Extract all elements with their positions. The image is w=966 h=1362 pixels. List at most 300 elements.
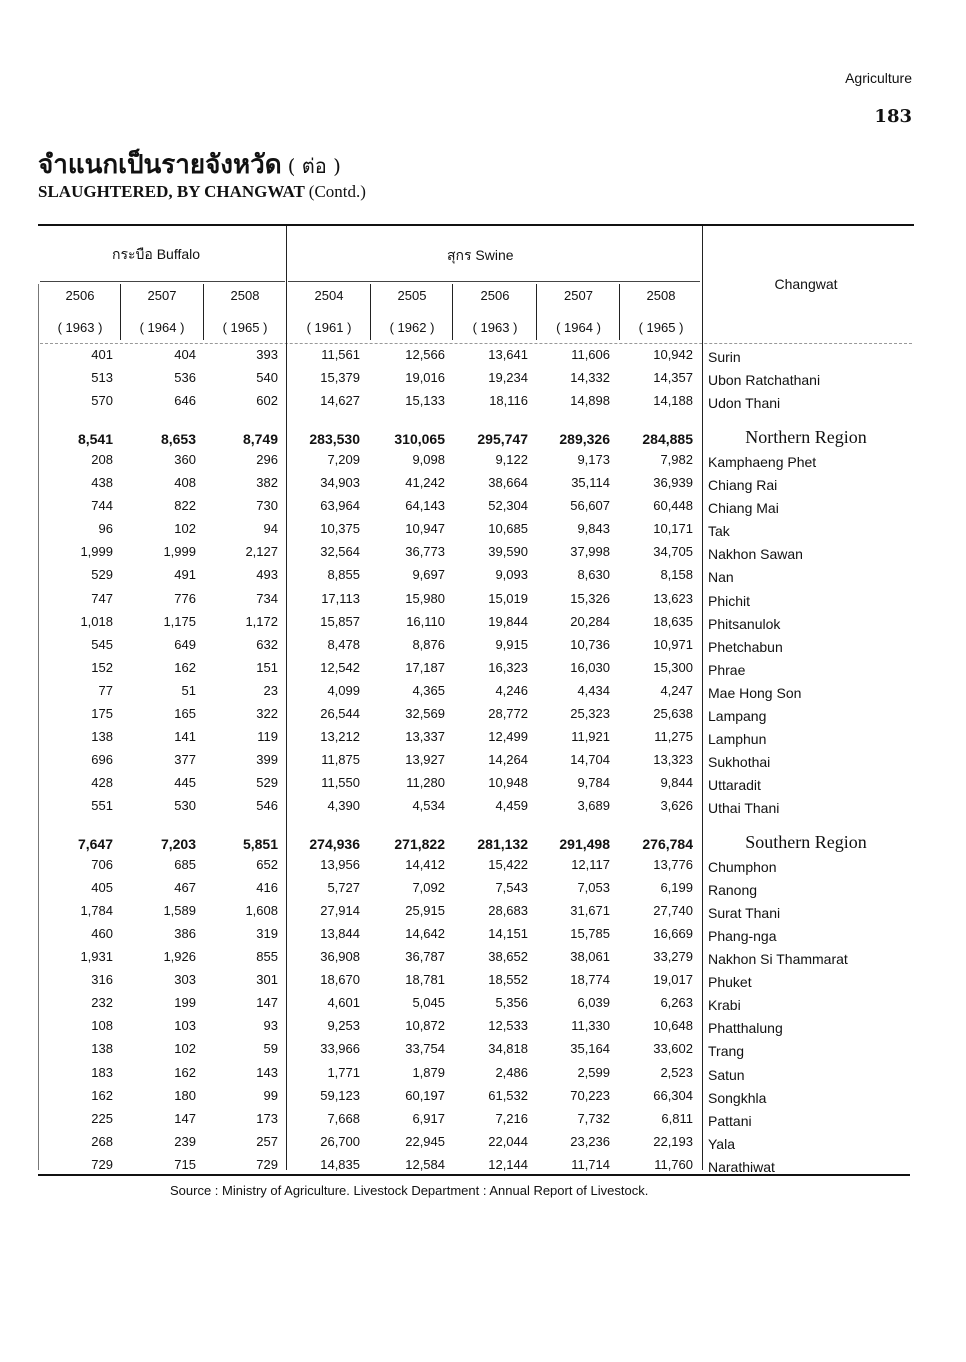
changwat-name: Phitsanulok [708,615,781,632]
table-cell: 276,784 [642,836,693,852]
table-cell: 271,822 [394,836,445,852]
table-cell: 33,602 [653,1041,693,1057]
changwat-name: Nakhon Si Thammarat [708,951,848,968]
table-cell: 225 [91,1110,113,1126]
table-cell: 17,187 [405,659,445,675]
table-cell: 530 [174,797,196,813]
table-cell: 513 [91,370,113,386]
changwat-name: Sukhothai [708,753,771,770]
region-name: Northern Region [745,427,867,448]
table-cell: 9,844 [660,774,693,790]
table-cell: 11,921 [571,728,610,744]
table-cell: 9,122 [495,452,528,468]
table-cell: 38,664 [488,475,528,491]
title-thai-text: จำแนกเป็นรายจังหวัด [38,150,282,180]
table-cell: 652 [256,857,278,873]
table-cell: 268 [91,1133,113,1149]
table-cell: 4,434 [577,682,610,698]
table-cell: 13,844 [320,926,360,942]
table-cell: 16,030 [570,659,610,675]
changwat-name: Pattani [708,1112,752,1129]
changwat-name: Tak [708,523,730,540]
changwat-name: Trang [708,1043,745,1060]
changwat-name: Surat Thani [708,905,781,922]
table-cell: 16,669 [653,926,693,942]
table-cell: 199 [174,995,196,1011]
table-cell: 551 [91,797,113,813]
table-cell: 108 [91,1018,113,1034]
table-cell: 17,113 [321,590,360,606]
table-cell: 5,851 [242,836,278,852]
table-cell: 1,999 [163,544,196,560]
table-cell: 10,648 [653,1018,693,1034]
changwat-name: Phichit [708,592,751,609]
table-cell: 319 [256,926,278,942]
table-cell: 730 [256,498,278,514]
table-cell: 11,561 [321,347,360,362]
table-cell: 1,608 [245,903,278,919]
table-cell: 14,151 [488,926,528,942]
table-cell: 529 [256,774,278,790]
table-cell: 4,459 [495,797,528,813]
table-cell: 445 [174,774,196,790]
table-cell: 8,876 [412,636,445,652]
table-cell: 529 [91,567,113,583]
table-cell: 7,092 [412,880,445,896]
year-ad-1: ( 1963 ) [57,320,103,335]
table-cell: 22,044 [488,1133,528,1149]
table-cell: 63,964 [320,498,360,514]
year-ad-2: ( 1964 ) [139,320,185,335]
table-cell: 291,498 [559,836,610,852]
changwat-name: Mae Hong Son [708,684,802,701]
table-cell: 13,927 [405,751,445,767]
table-cell: 173 [256,1110,278,1126]
table-cell: 9,093 [495,567,528,583]
table-cell: 8,158 [660,567,693,583]
table-cell: 13,623 [653,590,693,606]
changwat-name: Kamphaeng Phet [708,454,817,471]
year-be-4: 2504 [314,288,344,303]
table-cell: 14,642 [405,926,445,942]
table-cell: 61,532 [488,1087,528,1103]
table-cell: 7,203 [160,836,196,852]
table-cell: 34,903 [320,475,360,491]
table-cell: 138 [91,728,113,744]
table-cell: 7,668 [327,1110,360,1126]
table-cell: 18,774 [570,972,610,988]
table-cell: 102 [174,521,196,537]
table-cell: 322 [256,705,278,721]
table-cell: 14,412 [405,857,445,873]
year-ad-4: ( 1961 ) [306,320,352,335]
table-cell: 428 [91,774,113,790]
table-cell: 3,689 [577,797,610,813]
table-cell: 19,017 [653,972,693,988]
table-cell: 27,740 [653,903,693,919]
table-cell: 11,280 [406,774,445,790]
table-cell: 1,172 [245,613,278,629]
table-cell: 18,116 [489,393,528,409]
table-cell: 175 [91,705,113,721]
table-cell: 776 [174,590,196,606]
table-cell: 546 [256,797,278,813]
changwat-name: Phatthalung [708,1020,783,1037]
table-cell: 36,787 [405,949,445,965]
table-cell: 18,552 [488,972,528,988]
table-cell: 274,936 [309,836,360,852]
table-cell: 26,700 [320,1133,360,1149]
table-cell: 6,811 [661,1110,693,1126]
table-cell: 15,379 [320,370,360,386]
table-cell: 377 [174,751,196,767]
table-cell: 19,016 [405,370,445,386]
table-cell: 56,607 [570,498,610,514]
section-header: Agriculture [845,70,912,86]
changwat-name: Yala [708,1135,735,1152]
table-cell: 6,263 [660,995,693,1011]
table-cell: 19,844 [488,613,528,629]
table-cell: 2,599 [577,1064,610,1080]
table-cell: 4,534 [412,797,445,813]
table-cell: 301 [256,972,278,988]
table-cell: 6,917 [412,1110,445,1126]
table-cell: 10,942 [653,347,693,362]
table-cell: 26,544 [320,705,360,721]
table-cell: 23 [263,682,278,698]
table-cell: 103 [174,1018,196,1034]
table-cell: 7,543 [495,880,528,896]
year-ad-3: ( 1965 ) [222,320,268,335]
table-cell: 15,422 [488,857,528,873]
table-cell: 147 [256,995,278,1011]
table-cell: 9,173 [577,452,610,468]
table-cell: 4,099 [327,682,360,698]
table-cell: 9,098 [412,452,445,468]
table-cell: 360 [174,452,196,468]
table-cell: 8,653 [160,431,196,448]
table-cell: 18,670 [320,972,360,988]
table-cell: 7,216 [495,1110,528,1126]
table-cell: 33,754 [405,1041,445,1057]
table-cell: 28,772 [488,705,528,721]
table-cell: 540 [256,370,278,386]
table-cell: 14,835 [320,1156,360,1172]
table-cell: 9,253 [327,1018,360,1034]
table-cell: 23,236 [570,1133,610,1149]
year-be-5: 2505 [397,288,427,303]
table-cell: 99 [263,1087,278,1103]
table-cell: 9,843 [577,521,610,537]
table-cell: 545 [91,636,113,652]
changwat-name: Phuket [708,974,752,991]
table-cell: 59 [263,1041,278,1057]
table-cell: 1,931 [80,949,113,965]
table-cell: 4,390 [327,797,360,813]
table-cell: 14,264 [488,751,528,767]
table-cell: 25,638 [653,705,693,721]
table-cell: 715 [174,1156,196,1172]
table-cell: 8,478 [327,636,360,652]
table-cell: 12,584 [405,1156,445,1172]
table-cell: 9,784 [577,774,610,790]
table-cell: 36,773 [405,544,445,560]
table-cell: 13,776 [653,857,693,873]
page-number: 183 [874,106,912,127]
table-cell: 404 [174,347,196,362]
table-cell: 11,275 [654,728,693,744]
table-cell: 310,065 [394,431,445,448]
table-cell: 13,212 [320,728,360,744]
table-cell: 7,209 [327,452,360,468]
table-cell: 281,132 [477,836,528,852]
table-cell: 8,855 [327,567,360,583]
changwat-name: Ranong [708,882,758,899]
table-cell: 6,039 [577,995,610,1011]
table-cell: 52,304 [488,498,528,514]
table-cell: 34,705 [653,544,693,560]
table-cell: 12,533 [488,1018,528,1034]
changwat-name: Chiang Mai [708,500,779,517]
changwat-name: Chumphon [708,859,777,876]
table-cell: 438 [91,475,113,491]
table-cell: 180 [174,1087,196,1103]
table-cell: 257 [256,1133,278,1149]
table-cell: 2,523 [660,1064,693,1080]
table-cell: 11,550 [321,774,360,790]
table-cell: 7,982 [660,452,693,468]
table-cell: 14,188 [653,393,693,409]
table-cell: 11,760 [654,1156,693,1172]
table-cell: 94 [263,521,278,537]
table-cell: 36,939 [653,475,693,491]
changwat-name: Surin [708,349,741,365]
changwat-name: Lamphun [708,730,767,747]
table-cell: 16,323 [488,659,528,675]
title-english-text: SLAUGHTERED, BY CHANGWAT [38,182,305,201]
changwat-name: Satun [708,1066,745,1083]
table-cell: 162 [174,659,196,675]
table-cell: 747 [91,590,113,606]
table-cell: 183 [91,1064,113,1080]
table-cell: 39,590 [488,544,528,560]
table-cell: 20,284 [570,613,610,629]
table-cell: 32,569 [405,705,445,721]
table-cell: 19,234 [488,370,528,386]
title-thai-contd: ( ต่อ ) [287,154,341,178]
table-cell: 13,337 [405,728,445,744]
table-cell: 162 [174,1064,196,1080]
table-cell: 4,365 [412,682,445,698]
table-cell: 10,685 [488,521,528,537]
table-cell: 405 [91,880,113,896]
table-cell: 401 [91,347,113,362]
year-be-7: 2507 [564,288,593,303]
table-cell: 141 [174,728,196,744]
table-cell: 33,966 [320,1041,360,1057]
table-cell: 2,486 [495,1064,528,1080]
table-cell: 143 [256,1064,278,1080]
table-cell: 289,326 [559,431,610,448]
table-cell: 696 [91,751,113,767]
table-cell: 8,630 [577,567,610,583]
table-cell: 6,199 [660,880,693,896]
table-cell: 11,714 [571,1156,610,1172]
table-cell: 7,053 [577,880,610,896]
table-cell: 10,872 [405,1018,445,1034]
table-cell: 14,704 [570,751,610,767]
table-cell: 467 [174,880,196,896]
source-note: Source : Ministry of Agriculture. Livestock Department : Annual Report of Livestock. [170,1183,649,1198]
table-cell: 1,589 [163,903,196,919]
table-cell: 416 [256,880,278,896]
table-cell: 93 [263,1018,278,1034]
table-cell: 70,223 [570,1087,610,1103]
changwat-name: Phetchabun [708,638,783,655]
table-cell: 5,727 [327,880,360,896]
table-cell: 386 [174,926,196,942]
table-cell: 5,045 [412,995,445,1011]
table-cell: 27,914 [320,903,360,919]
table-cell: 208 [91,452,113,468]
table-cell: 822 [174,498,196,514]
table-cell: 393 [256,347,278,362]
table-cell: 11,875 [321,751,360,767]
swine-header: สุกร Swine [447,247,514,263]
table-cell: 10,948 [488,774,528,790]
table-cell: 1,926 [163,949,196,965]
changwat-name: Nakhon Sawan [708,546,803,563]
table-cell: 408 [174,475,196,491]
table-cell: 151 [256,659,278,675]
table-cell: 734 [256,590,278,606]
table-cell: 66,304 [653,1087,693,1103]
table-cell: 35,114 [571,475,610,491]
table-cell: 12,117 [571,857,610,873]
table-cell: 13,641 [488,347,528,362]
table-cell: 729 [91,1156,113,1172]
year-ad-5: ( 1962 ) [389,320,435,335]
table-cell: 295,747 [477,431,528,448]
changwat-name: Ubon Ratchathani [708,372,821,389]
table-cell: 744 [91,498,113,514]
year-ad-8: ( 1965 ) [638,320,684,335]
table-cell: 11,606 [571,347,610,362]
table-cell: 60,197 [405,1087,445,1103]
table-cell: 12,144 [488,1156,528,1172]
table-cell: 303 [174,972,196,988]
table-cell: 12,542 [320,659,360,675]
changwat-name: Songkhla [708,1089,767,1106]
table-cell: 18,781 [405,972,445,988]
table-cell: 59,123 [320,1087,360,1103]
table-cell: 4,247 [660,682,693,698]
table-cell: 9,915 [495,636,528,652]
table-cell: 14,627 [320,393,360,409]
table-cell: 37,998 [570,544,610,560]
table-cell: 8,749 [242,431,278,448]
table-cell: 685 [174,857,196,873]
table-cell: 119 [257,728,278,744]
table-bottom-rule [38,1174,910,1176]
changwat-name: Phang-nga [708,928,777,945]
table-cell: 493 [256,567,278,583]
table-cell: 232 [91,995,113,1011]
table-cell: 4,601 [327,995,360,1011]
table-cell: 15,300 [653,659,693,675]
table-cell: 14,898 [570,393,610,409]
table-cell: 10,171 [653,521,693,537]
table-cell: 7,732 [577,1110,610,1126]
table-cell: 1,771 [327,1064,360,1080]
changwat-name: Udon Thani [708,395,781,412]
table-cell: 649 [174,636,196,652]
table-cell: 15,857 [320,613,360,629]
table-cell: 602 [256,393,278,409]
table-cell: 12,566 [405,347,445,362]
table-cell: 284,885 [642,431,693,448]
table-cell: 296 [256,452,278,468]
table-cell: 10,947 [405,521,445,537]
buffalo-header: กระบือ Buffalo [112,246,201,262]
table-cell: 1,999 [80,544,113,560]
table-cell: 646 [174,393,196,409]
year-be-3: 2508 [230,288,260,303]
table-cell: 15,326 [570,590,610,606]
title-english-contd: (Contd.) [308,182,366,201]
table-cell: 31,671 [570,903,610,919]
year-ad-7: ( 1964 ) [556,320,601,335]
year-ad-6: ( 1963 ) [472,320,518,335]
table-cell: 1,175 [163,613,196,629]
table-cell: 706 [91,857,113,873]
table-cell: 1,018 [80,613,113,629]
table-cell: 9,697 [412,567,445,583]
table-cell: 15,019 [488,590,528,606]
changwat-name: Krabi [708,997,741,1014]
changwat-header: Changwat [774,276,838,292]
table-cell: 632 [256,636,278,652]
year-be-1: 2506 [65,288,95,303]
table-cell: 102 [174,1041,196,1057]
table-cell: 536 [174,370,196,386]
table-cell: 2,127 [245,544,278,560]
table-cell: 570 [91,393,113,409]
changwat-name: Lampang [708,707,767,724]
table-cell: 147 [174,1110,196,1126]
year-be-6: 2506 [480,288,510,303]
table-cell: 41,242 [405,475,445,491]
table-cell: 10,971 [653,636,693,652]
table-cell: 14,332 [570,370,610,386]
table-cell: 13,323 [653,751,693,767]
table-cell: 15,133 [405,393,445,409]
table-cell: 60,448 [653,498,693,514]
table-cell: 15,785 [570,926,610,942]
table-cell: 64,143 [405,498,445,514]
table-cell: 316 [91,972,113,988]
changwat-name: Uthai Thani [708,799,780,816]
table-cell: 12,499 [488,728,528,744]
table-cell: 283,530 [309,431,360,448]
table-cell: 35,164 [570,1041,610,1057]
table-cell: 15,980 [405,590,445,606]
table-cell: 5,356 [495,995,528,1011]
table-cell: 13,956 [320,857,360,873]
table-cell: 25,323 [570,705,610,721]
table-cell: 77 [98,682,113,698]
table-cell: 14,357 [653,370,693,386]
